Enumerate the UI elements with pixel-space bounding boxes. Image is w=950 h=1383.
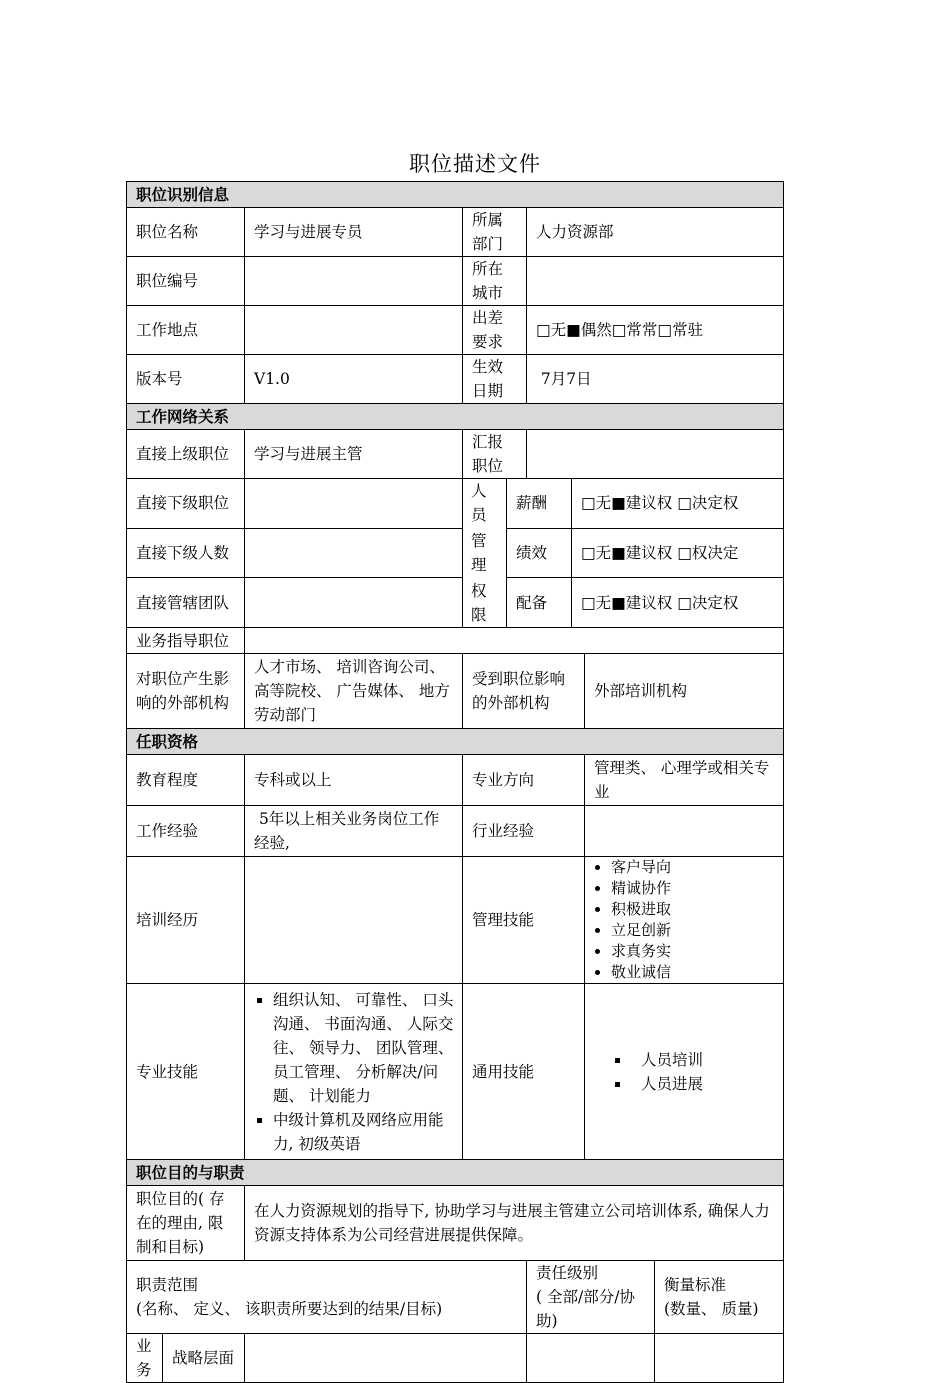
list-item: • 立足创新 bbox=[611, 920, 777, 941]
list-item: ▪ 人员培训 bbox=[631, 1048, 774, 1072]
authority-label-line: 管理 bbox=[471, 532, 487, 574]
scope-subtitle: (名称、 定义、 该职责所要达到的结果/目标) bbox=[136, 1300, 443, 1318]
list-item: • 精诚协作 bbox=[611, 878, 777, 899]
table-row bbox=[127, 654, 784, 729]
experience-label: 工作经验 bbox=[127, 806, 245, 857]
strategy-level-value bbox=[527, 1334, 655, 1383]
industry-label: 行业经验 bbox=[463, 806, 585, 857]
authority-value-performance: □无■建议权 □权决定 bbox=[572, 528, 784, 578]
external-impact-value: 人才市场、 培训咨询公司、 高等院校、 广告媒体、 地方劳动部门 bbox=[245, 654, 463, 729]
external-affected-value: 外部培训机构 bbox=[585, 654, 784, 729]
team-value bbox=[245, 578, 463, 628]
professional-skills-label: 专业技能 bbox=[127, 984, 245, 1160]
city-value bbox=[527, 257, 784, 306]
version-label: 版本号 bbox=[127, 355, 245, 404]
list-item: • 敬业诚信 bbox=[611, 962, 777, 983]
education-label: 教育程度 bbox=[127, 755, 245, 806]
version-value: V1.0 bbox=[245, 355, 463, 404]
travel-label: 出差要求 bbox=[463, 306, 527, 355]
major-label: 专业方向 bbox=[463, 755, 585, 806]
table-row bbox=[127, 1334, 784, 1383]
department-value: 人力资源部 bbox=[527, 208, 784, 257]
management-skills-label: 管理技能 bbox=[463, 857, 585, 984]
authority-label bbox=[463, 479, 507, 628]
list-item: ▪ 组织认知、 可靠性、 口头沟通、 书面沟通、 人际交往、 领导力、 团队管理、 员工管理、 分析解决/问题、 计划能力 bbox=[273, 988, 454, 1108]
table-row bbox=[127, 806, 784, 857]
table-row bbox=[127, 355, 784, 404]
measure-subtitle: (数量、 质量) bbox=[664, 1300, 759, 1318]
list-item: • 求真务实 bbox=[611, 941, 777, 962]
general-skills-label: 通用技能 bbox=[463, 984, 585, 1160]
job-code-value bbox=[245, 257, 463, 306]
report-value bbox=[527, 430, 784, 479]
training-value bbox=[245, 857, 463, 984]
business-label: 业务 bbox=[127, 1334, 163, 1383]
authority-label-line: 权限 bbox=[471, 582, 487, 624]
strategy-measure-value bbox=[655, 1334, 784, 1383]
table-row bbox=[127, 1186, 784, 1261]
table-row bbox=[127, 257, 784, 306]
work-location-label: 工作地点 bbox=[127, 306, 245, 355]
education-value: 专科或以上 bbox=[245, 755, 463, 806]
authority-item-staffing: 配备 bbox=[507, 578, 572, 628]
table-row bbox=[127, 306, 784, 355]
measure-header bbox=[655, 1261, 784, 1334]
strategy-label: 战略层面 bbox=[163, 1334, 245, 1383]
authority-item-salary: 薪酬 bbox=[507, 479, 572, 529]
authority-label-line: 人员 bbox=[471, 482, 487, 524]
list-item: ▪ 人员进展 bbox=[631, 1072, 774, 1096]
job-name-value: 学习与进展专员 bbox=[245, 208, 463, 257]
guide-value bbox=[245, 628, 784, 654]
subordinate-value bbox=[245, 479, 463, 529]
guide-label: 业务指导职位 bbox=[127, 628, 245, 654]
table-row bbox=[127, 528, 784, 578]
subordinate-label: 直接下级职位 bbox=[127, 479, 245, 529]
professional-skills-list bbox=[245, 984, 463, 1160]
scope-header bbox=[127, 1261, 527, 1334]
superior-value: 学习与进展主管 bbox=[245, 430, 463, 479]
table-row bbox=[127, 208, 784, 257]
measure-title: 衡量标准 bbox=[664, 1276, 727, 1294]
training-label: 培训经历 bbox=[127, 857, 245, 984]
effective-date-value: 7月7日 bbox=[527, 355, 784, 404]
external-affected-label: 受到职位影响的外部机构 bbox=[463, 654, 585, 729]
job-description-table bbox=[126, 181, 784, 1383]
team-label: 直接管辖团队 bbox=[127, 578, 245, 628]
table-row bbox=[127, 984, 784, 1160]
table-row bbox=[127, 430, 784, 479]
management-skills-list bbox=[585, 857, 784, 984]
scope-title: 职责范围 bbox=[136, 1276, 199, 1294]
subordinate-count-label: 直接下级人数 bbox=[127, 528, 245, 578]
industry-value bbox=[585, 806, 784, 857]
job-name-label: 职位名称 bbox=[127, 208, 245, 257]
authority-value-staffing: □无■建议权 □决定权 bbox=[572, 578, 784, 628]
table-row bbox=[127, 578, 784, 628]
subordinate-count-value bbox=[245, 528, 463, 578]
section-header-identification: 职位识别信息 bbox=[127, 182, 784, 208]
list-item: • 客户导向 bbox=[611, 857, 777, 878]
travel-value: □无■偶然□常常□常驻 bbox=[527, 306, 784, 355]
section-header-network: 工作网络关系 bbox=[127, 404, 784, 430]
section-header-responsibilities: 职位目的与职责 bbox=[127, 1160, 784, 1186]
section-header-qualifications: 任职资格 bbox=[127, 729, 784, 755]
list-item: • 积极进取 bbox=[611, 899, 777, 920]
table-row bbox=[127, 479, 784, 529]
purpose-label: 职位目的( 存在的理由, 限制和目标) bbox=[127, 1186, 245, 1261]
effective-date-label: 生效日期 bbox=[463, 355, 527, 404]
table-row bbox=[127, 857, 784, 984]
department-label: 所属部门 bbox=[463, 208, 527, 257]
purpose-value: 在人力资源规划的指导下, 协助学习与进展主管建立公司培训体系, 确保人力资源支持体系为公司经营进展提供保障。 bbox=[245, 1186, 784, 1261]
city-label: 所在城市 bbox=[463, 257, 527, 306]
level-subtitle: ( 全部/部分/协助) bbox=[536, 1288, 635, 1330]
table-row bbox=[127, 1261, 784, 1334]
superior-label: 直接上级职位 bbox=[127, 430, 245, 479]
authority-value-salary: □无■建议权 □决定权 bbox=[572, 479, 784, 529]
work-location-value bbox=[245, 306, 463, 355]
level-header bbox=[527, 1261, 655, 1334]
list-item: ▪ 中级计算机及网络应用能力, 初级英语 bbox=[273, 1108, 454, 1156]
experience-value: 5年以上相关业务岗位工作经验, bbox=[245, 806, 463, 857]
report-label: 汇报职位 bbox=[463, 430, 527, 479]
table-row bbox=[127, 628, 784, 654]
table-row bbox=[127, 755, 784, 806]
strategy-scope-value bbox=[245, 1334, 527, 1383]
general-skills-list bbox=[585, 984, 784, 1160]
major-value: 管理类、 心理学或相关专业 bbox=[585, 755, 784, 806]
level-title: 责任级别 bbox=[536, 1264, 599, 1282]
authority-item-performance: 绩效 bbox=[507, 528, 572, 578]
external-impact-label: 对职位产生影响的外部机构 bbox=[127, 654, 245, 729]
job-code-label: 职位编号 bbox=[127, 257, 245, 306]
page-title: 职位描述文件 bbox=[409, 152, 541, 176]
